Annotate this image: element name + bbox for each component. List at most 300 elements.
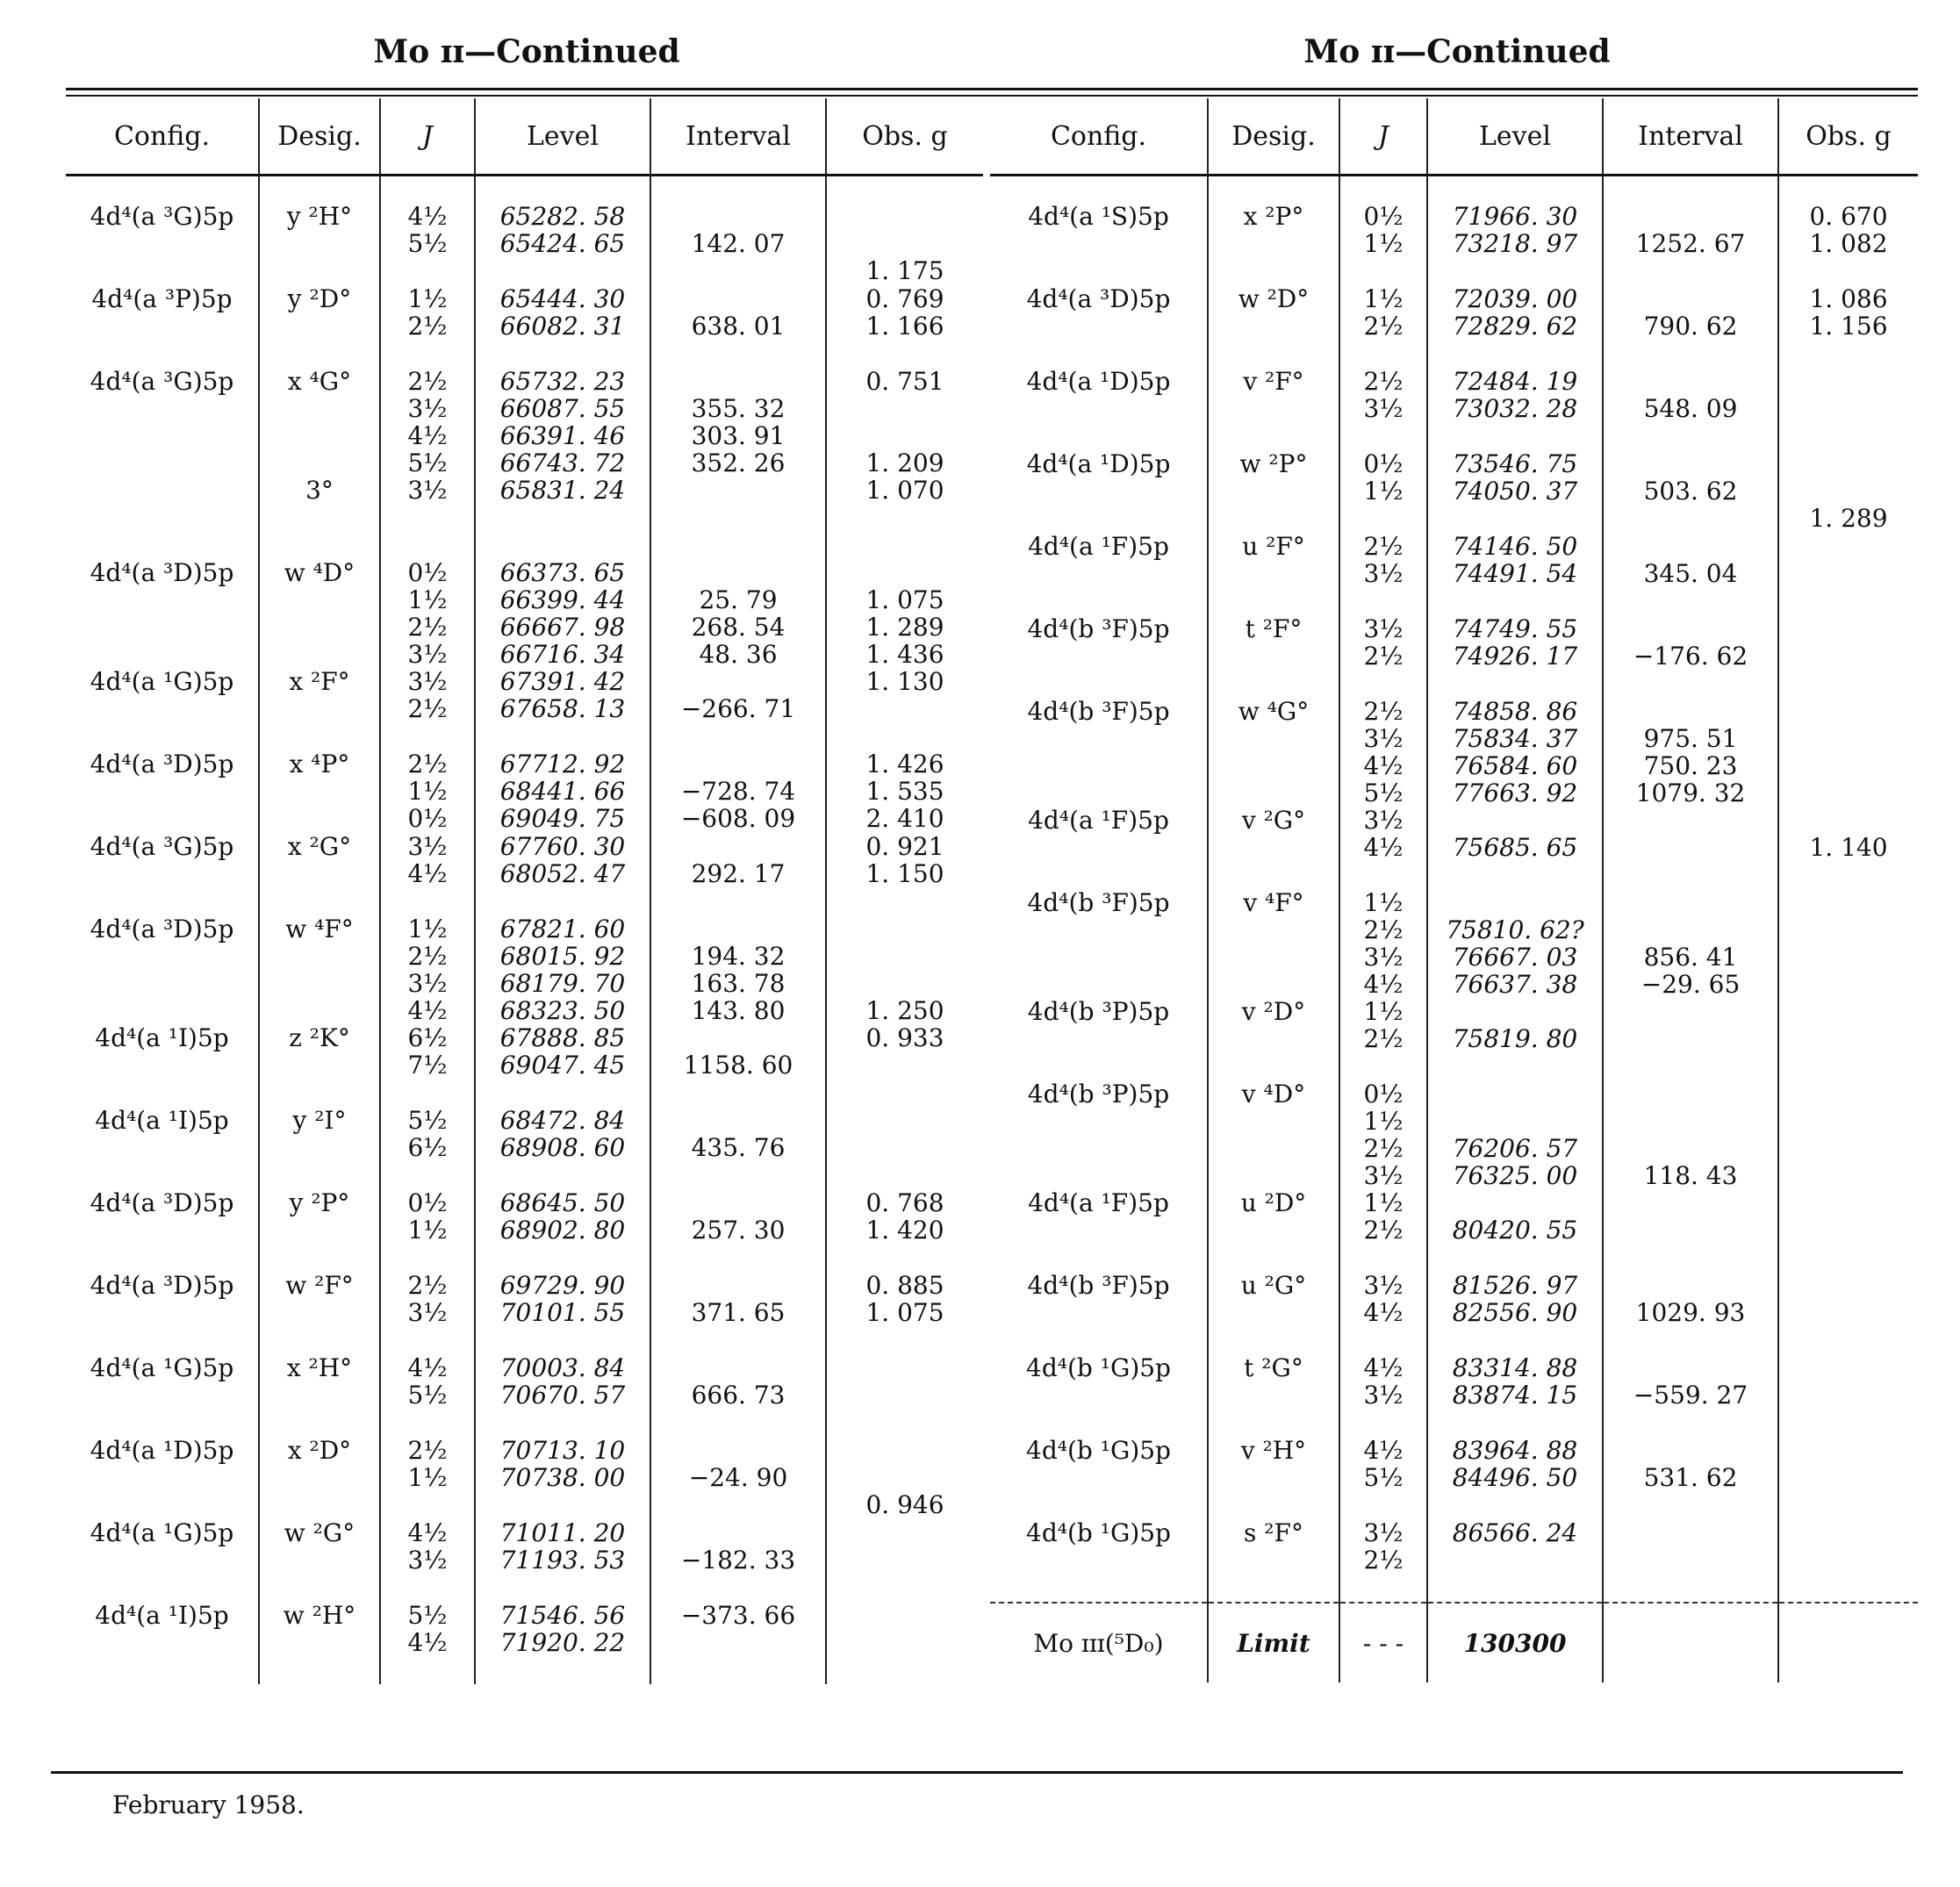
interval-cell <box>650 668 826 750</box>
table-row <box>66 285 983 368</box>
j-cell <box>1339 1519 1427 1603</box>
interval-cell-lines <box>651 1107 825 1161</box>
config-cell <box>990 1519 1208 1603</box>
obs-g-cell-line <box>827 943 983 970</box>
level-cell-line: 74050. 37 <box>1452 477 1578 506</box>
level-cell-lines <box>1428 807 1602 861</box>
interval-cell-line <box>651 1189 825 1216</box>
config-cell <box>990 1080 1208 1189</box>
obs-g-cell <box>826 176 983 286</box>
obs-g-cell <box>1778 1519 1918 1603</box>
level-cell <box>1427 889 1603 998</box>
config-cell-text: 4d⁴(a ¹G)5p <box>90 1518 234 1547</box>
interval-cell <box>650 1272 826 1354</box>
obs-g-cell-line <box>827 203 983 230</box>
level-cell-line: 68179. 70 <box>499 969 626 998</box>
level-cell-line: 71193. 53 <box>499 1546 626 1575</box>
table-row <box>66 1272 983 1354</box>
desig-cell <box>259 559 380 668</box>
config-cell-text: 4d⁴(a ¹G)5p <box>90 667 234 696</box>
j-cell-line: 0½ <box>407 558 448 587</box>
interval-cell <box>650 1189 826 1272</box>
desig-cell-text: t ²F° <box>1245 614 1303 643</box>
obs-g-cell-lines <box>827 833 983 887</box>
config-cell-text: 4d⁴(a ¹G)5p <box>90 1353 234 1382</box>
j-cell-lines <box>1340 1354 1426 1409</box>
interval-cell-line: 292. 17 <box>691 859 786 888</box>
obs-g-cell <box>826 1519 983 1602</box>
j-cell-line: 1½ <box>1363 997 1404 1026</box>
j-cell-lines <box>1340 368 1426 422</box>
level-cell-line <box>1428 807 1602 834</box>
j-cell <box>380 1189 475 1272</box>
interval-cell-line <box>1604 1135 1777 1162</box>
obs-g-cell <box>1778 998 1918 1080</box>
level-cell-lines <box>476 1107 650 1161</box>
desig-cell-text: v ²F° <box>1243 367 1304 396</box>
level-cell-line: 65444. 30 <box>499 284 626 313</box>
config-cell-text: 4d⁴(b ¹G)5p <box>1026 1518 1171 1547</box>
level-cell <box>475 1024 650 1107</box>
level-cell <box>475 1189 650 1272</box>
level-cell <box>1427 1189 1603 1272</box>
obs-g-cell-line: 1. 166 <box>865 312 944 341</box>
desig-cell-text: s ²F° <box>1244 1518 1303 1547</box>
obs-g-cell <box>1778 1437 1918 1519</box>
level-cell-line: 72484. 19 <box>1452 367 1578 396</box>
desig-cell-text: y ²D° <box>287 284 352 313</box>
j-cell-line: 1½ <box>407 1463 448 1492</box>
j-cell <box>1339 889 1427 998</box>
interval-cell-line <box>1604 285 1777 312</box>
desig-cell-text: w ⁴G° <box>1238 697 1310 726</box>
obs-g-cell-line: 1. 086 <box>1809 284 1888 313</box>
interval-cell-line <box>651 1024 825 1051</box>
j-cell-line: 3½ <box>1363 1518 1404 1547</box>
interval-cell <box>1603 176 1778 286</box>
interval-cell <box>650 559 826 668</box>
desig-cell <box>259 915 380 1024</box>
interval-cell-lines <box>1604 1354 1777 1409</box>
interval-cell <box>650 477 826 559</box>
level-cell-line: 76667. 03 <box>1452 943 1578 972</box>
j-cell-line: 1½ <box>407 1216 448 1245</box>
level-cell-line: 66399. 44 <box>499 585 626 614</box>
level-cell <box>475 1519 650 1602</box>
interval-cell-lines <box>651 833 825 887</box>
obs-g-cell-line: 1. 156 <box>1809 312 1888 341</box>
j-cell-line: 2½ <box>1363 532 1404 561</box>
interval-cell-lines <box>651 1024 825 1079</box>
level-cell <box>1427 1519 1603 1603</box>
interval-cell <box>1603 1519 1778 1603</box>
j-cell <box>1339 368 1427 450</box>
desig-cell <box>1208 176 1339 286</box>
j-cell-lines <box>381 559 474 668</box>
j-cell-lines <box>1340 450 1426 505</box>
level-cell-lines <box>1428 998 1602 1052</box>
table-row <box>990 285 1918 368</box>
config-cell <box>66 368 259 477</box>
interval-cell <box>1603 1437 1778 1519</box>
j-cell-lines <box>381 1024 474 1079</box>
level-cell <box>1427 176 1603 286</box>
interval-cell-line: 352. 26 <box>691 448 786 477</box>
level-cell-line: 68902. 80 <box>499 1216 626 1245</box>
table-row <box>66 668 983 750</box>
j-cell-line: 3½ <box>1363 559 1404 588</box>
level-cell <box>475 368 650 477</box>
obs-g-cell-line: 1. 075 <box>865 585 944 614</box>
j-cell-line: 2½ <box>1363 312 1404 341</box>
interval-cell-line: 638. 01 <box>691 312 786 341</box>
config-cell-text: 4d⁴(a ¹F)5p <box>1028 806 1169 835</box>
j-cell-lines <box>381 203 474 257</box>
config-cell <box>990 889 1208 998</box>
obs-g-cell-lines <box>827 368 983 477</box>
j-cell-line: 4½ <box>407 421 448 450</box>
level-cell <box>475 1272 650 1354</box>
interval-cell <box>650 368 826 477</box>
desig-cell <box>259 668 380 750</box>
interval-cell <box>650 285 826 368</box>
table-row <box>990 615 1918 698</box>
interval-cell-line: 355. 32 <box>691 394 786 423</box>
table-row <box>66 477 983 559</box>
obs-g-cell <box>826 1272 983 1354</box>
config-cell-text: 4d⁴(a ³G)5p <box>90 367 234 396</box>
config-cell <box>66 559 259 668</box>
level-cell-line: 75834. 37 <box>1452 724 1578 753</box>
j-cell-lines <box>381 915 474 1024</box>
table-row <box>66 1602 983 1684</box>
interval-cell-lines <box>651 203 825 257</box>
table-row <box>990 1437 1918 1519</box>
config-cell-text: 4d⁴(a ¹I)5p <box>95 1601 229 1630</box>
j-cell <box>1339 1272 1427 1354</box>
interval-cell-line: 856. 41 <box>1643 943 1738 972</box>
interval-cell-lines <box>1604 615 1777 670</box>
obs-g-cell <box>1778 450 1918 533</box>
interval-cell-line: 142. 07 <box>691 229 786 258</box>
j-cell-lines <box>1340 1519 1426 1574</box>
level-cell-line: 70670. 57 <box>499 1381 626 1410</box>
j-cell-line: 4½ <box>1363 970 1404 999</box>
level-cell-line: 71546. 56 <box>499 1601 626 1630</box>
level-cell-line: 75819. 80 <box>1452 1024 1578 1053</box>
j-cell-line: 1½ <box>1363 1107 1404 1136</box>
interval-cell <box>1603 615 1778 698</box>
j-cell <box>1339 450 1427 533</box>
j-cell-line: 4½ <box>407 859 448 888</box>
j-cell-line: 6½ <box>407 1023 448 1052</box>
table-row <box>66 1354 983 1437</box>
obs-g-cell <box>1778 368 1918 450</box>
interval-cell-line <box>1604 450 1777 477</box>
j-cell <box>380 668 475 750</box>
table-row <box>66 368 983 477</box>
interval-cell <box>1603 1189 1778 1272</box>
interval-cell-lines <box>651 1189 825 1244</box>
level-cell-line: 66743. 72 <box>499 448 626 477</box>
right-table-panel <box>990 98 1918 1683</box>
level-cell <box>1427 1272 1603 1354</box>
desig-cell-text: w ²F° <box>285 1271 354 1300</box>
interval-cell-line: 548. 09 <box>1643 394 1738 423</box>
desig-cell-text: y ²H° <box>286 202 353 231</box>
obs-g-cell-lines <box>1779 203 1918 257</box>
table-row <box>66 1189 983 1272</box>
header-desig: Desig. <box>259 98 380 176</box>
j-cell-lines <box>381 750 474 832</box>
j-cell <box>380 915 475 1024</box>
interval-cell <box>1603 1272 1778 1354</box>
config-cell <box>66 1437 259 1519</box>
limit-j: - - - <box>1339 1603 1427 1683</box>
interval-cell-lines <box>651 368 825 477</box>
bottom-rule <box>51 1771 1903 1774</box>
j-cell-line: 3½ <box>1363 724 1404 753</box>
interval-cell <box>1603 450 1778 533</box>
obs-g-cell <box>826 1107 983 1189</box>
config-cell-text: 4d⁴(b ³F)5p <box>1027 614 1170 643</box>
interval-cell-lines <box>1604 285 1777 340</box>
level-cell <box>475 477 650 559</box>
j-cell-line: 0½ <box>1363 1080 1404 1109</box>
obs-g-cell-lines <box>827 285 983 340</box>
obs-g-cell <box>1778 615 1918 698</box>
j-cell-line: 3½ <box>407 640 448 669</box>
desig-cell <box>259 1519 380 1602</box>
interval-cell <box>650 750 826 833</box>
desig-cell <box>259 1189 380 1272</box>
obs-g-cell <box>826 833 983 915</box>
interval-cell-line: 303. 91 <box>691 421 786 450</box>
j-cell-line: 1½ <box>1363 888 1404 917</box>
interval-cell-line: −728. 74 <box>680 777 796 806</box>
desig-cell <box>259 176 380 286</box>
interval-cell-lines <box>651 668 825 722</box>
level-cell-line: 84496. 50 <box>1452 1463 1578 1492</box>
level-cell-line: 74926. 17 <box>1452 642 1578 671</box>
j-cell-lines <box>381 285 474 340</box>
desig-cell-text: u ²D° <box>1240 1188 1307 1217</box>
j-cell-line: 4½ <box>1363 1353 1404 1382</box>
desig-cell <box>1208 533 1339 615</box>
j-cell-line: 2½ <box>407 1271 448 1300</box>
level-cell-line: 74749. 55 <box>1452 614 1578 643</box>
obs-g-cell-line: 1. 436 <box>865 640 944 669</box>
j-cell-line: 2½ <box>1363 697 1404 726</box>
interval-cell-line: 371. 65 <box>691 1298 786 1327</box>
level-cell-lines <box>1428 368 1602 422</box>
j-cell-line: 5½ <box>407 229 448 258</box>
obs-g-cell <box>826 1437 983 1519</box>
j-cell <box>380 1602 475 1684</box>
obs-g-cell-line <box>827 559 983 586</box>
level-cell-line <box>1428 1080 1602 1108</box>
desig-cell-text: z ²K° <box>289 1023 350 1052</box>
j-cell-line: 4½ <box>407 1628 448 1657</box>
j-cell-line: 4½ <box>1363 1298 1404 1327</box>
interval-cell-lines <box>651 1519 825 1574</box>
obs-g-cell <box>826 285 983 368</box>
obs-g-cell-line <box>827 915 983 943</box>
right-title: Mo ɪɪ—Continued <box>1303 33 1611 70</box>
interval-cell-line: 666. 73 <box>691 1381 786 1410</box>
config-cell <box>66 668 259 750</box>
j-cell-line: 2½ <box>407 1436 448 1465</box>
level-cell-line: 74858. 86 <box>1452 697 1578 726</box>
j-cell-line: 2½ <box>407 613 448 642</box>
desig-cell <box>259 750 380 833</box>
desig-cell-text: y ²P° <box>289 1188 350 1217</box>
j-cell-line: 4½ <box>407 1353 448 1382</box>
obs-g-cell <box>1778 1272 1918 1354</box>
table-row <box>990 176 1918 286</box>
right-header-row <box>990 98 1918 176</box>
level-cell <box>1427 807 1603 889</box>
level-cell-line <box>1428 889 1602 916</box>
j-cell-lines <box>381 1519 474 1574</box>
obs-g-cell-text: 1. 070 <box>865 476 944 505</box>
obs-g-cell-lines <box>827 1437 983 1518</box>
desig-cell <box>1208 998 1339 1080</box>
level-cell-line: 69049. 75 <box>499 804 626 833</box>
interval-cell-line <box>1604 203 1777 230</box>
desig-cell <box>259 477 380 559</box>
j-cell-line: 5½ <box>407 1601 448 1630</box>
desig-cell <box>1208 450 1339 533</box>
config-cell-text: 4d⁴(b ³F)5p <box>1027 888 1170 917</box>
obs-g-cell <box>1778 807 1918 889</box>
desig-cell <box>1208 368 1339 450</box>
j-cell-line: 4½ <box>407 1518 448 1547</box>
config-cell <box>990 285 1208 368</box>
obs-g-cell-line <box>827 970 983 997</box>
level-cell-line: 70003. 84 <box>499 1353 626 1382</box>
interval-cell-line: 143. 80 <box>691 996 786 1025</box>
interval-cell-lines <box>1604 368 1777 422</box>
desig-cell <box>1208 1354 1339 1437</box>
table-row <box>66 176 983 286</box>
level-cell-line: 65732. 23 <box>499 367 626 396</box>
interval-cell-lines <box>1604 533 1777 587</box>
j-cell-line: 2½ <box>407 367 448 396</box>
desig-cell-text: v ²G° <box>1241 806 1306 835</box>
j-cell-line: 1½ <box>1363 229 1404 258</box>
interval-cell-lines <box>1604 1437 1777 1491</box>
j-cell-lines <box>1340 1272 1426 1326</box>
config-cell <box>990 807 1208 889</box>
level-cell-line: 75685. 65 <box>1452 833 1578 862</box>
level-cell-line: 68441. 66 <box>499 777 626 806</box>
obs-g-cell <box>1778 285 1918 368</box>
table-row <box>66 559 983 668</box>
j-cell-lines <box>381 668 474 722</box>
header-j: J <box>1339 98 1427 176</box>
j-cell-line: 3½ <box>1363 1381 1404 1410</box>
j-cell-text: 3½ <box>407 476 448 505</box>
level-cell-lines <box>476 559 650 668</box>
interval-cell-lines <box>651 915 825 1024</box>
desig-cell <box>259 1354 380 1437</box>
interval-cell-line <box>651 833 825 860</box>
obs-g-cell-line: 1. 420 <box>865 1216 944 1245</box>
config-cell-text: 4d⁴(b ³F)5p <box>1027 697 1170 726</box>
level-cell <box>1427 615 1603 698</box>
j-cell-lines <box>381 1189 474 1244</box>
interval-cell <box>650 1519 826 1602</box>
obs-g-cell-line: 1. 175 <box>865 256 944 285</box>
level-cell-line: 73032. 28 <box>1452 394 1578 423</box>
interval-cell-line: 975. 51 <box>1643 724 1738 753</box>
config-cell-text: 4d⁴(b ³F)5p <box>1027 1271 1170 1300</box>
obs-g-cell-line: 0. 670 <box>1809 202 1888 231</box>
level-cell-line: 76325. 00 <box>1452 1161 1578 1190</box>
level-cell-line: 68052. 47 <box>499 859 626 888</box>
interval-cell <box>1603 1354 1778 1437</box>
j-cell-line: 4½ <box>1363 833 1404 862</box>
config-cell-text: 4d⁴(a ¹I)5p <box>95 1106 229 1135</box>
config-cell-text: 4d⁴(a ¹I)5p <box>95 1023 229 1052</box>
interval-cell-line: −182. 33 <box>680 1546 796 1575</box>
obs-g-cell-line <box>827 1437 983 1464</box>
j-cell-line: 3½ <box>407 667 448 696</box>
level-cell <box>475 176 650 286</box>
desig-cell <box>259 1272 380 1354</box>
j-cell-line: 3½ <box>1363 614 1404 643</box>
header-level: Level <box>1427 98 1603 176</box>
level-cell-line: 66716. 34 <box>499 640 626 669</box>
interval-cell-line <box>1604 698 1777 725</box>
j-cell <box>1339 698 1427 807</box>
j-cell-lines <box>381 1602 474 1656</box>
level-cell-lines <box>476 750 650 832</box>
level-cell-line: 73546. 75 <box>1452 449 1578 478</box>
level-cell-lines <box>1428 285 1602 340</box>
j-cell-line: 1½ <box>407 777 448 806</box>
j-cell <box>1339 998 1427 1080</box>
j-cell-line: 1½ <box>407 915 448 944</box>
interval-cell-line: 435. 76 <box>691 1133 786 1162</box>
level-cell-lines <box>1428 698 1602 807</box>
interval-cell <box>650 1437 826 1519</box>
level-cell-line: 83874. 15 <box>1452 1381 1578 1410</box>
obs-g-cell <box>1778 698 1918 807</box>
interval-cell-lines <box>1604 1272 1777 1326</box>
level-cell-lines <box>476 1189 650 1244</box>
obs-g-cell <box>1778 176 1918 286</box>
level-cell-lines <box>476 1024 650 1079</box>
level-cell-line: 74491. 54 <box>1452 559 1578 588</box>
obs-g-cell-line: 1. 075 <box>865 1298 944 1327</box>
desig-cell-text: w ²H° <box>283 1601 356 1630</box>
j-cell <box>380 285 475 368</box>
interval-cell-line: 750. 23 <box>1643 751 1738 780</box>
level-cell-lines <box>1428 1189 1602 1244</box>
obs-g-cell-line <box>827 230 983 257</box>
interval-cell-line: 1252. 67 <box>1635 229 1746 258</box>
obs-g-cell-line: 1. 082 <box>1809 229 1888 258</box>
config-cell-text: 4d⁴(a ³D)5p <box>90 1188 234 1217</box>
interval-cell-line <box>651 1354 825 1381</box>
j-cell-line: 2½ <box>1363 915 1404 944</box>
interval-cell-line: 48. 36 <box>699 640 778 669</box>
level-cell-lines <box>1428 1437 1602 1491</box>
header-obs-g: Obs. g <box>1778 98 1918 176</box>
j-cell-lines <box>1340 1189 1426 1244</box>
